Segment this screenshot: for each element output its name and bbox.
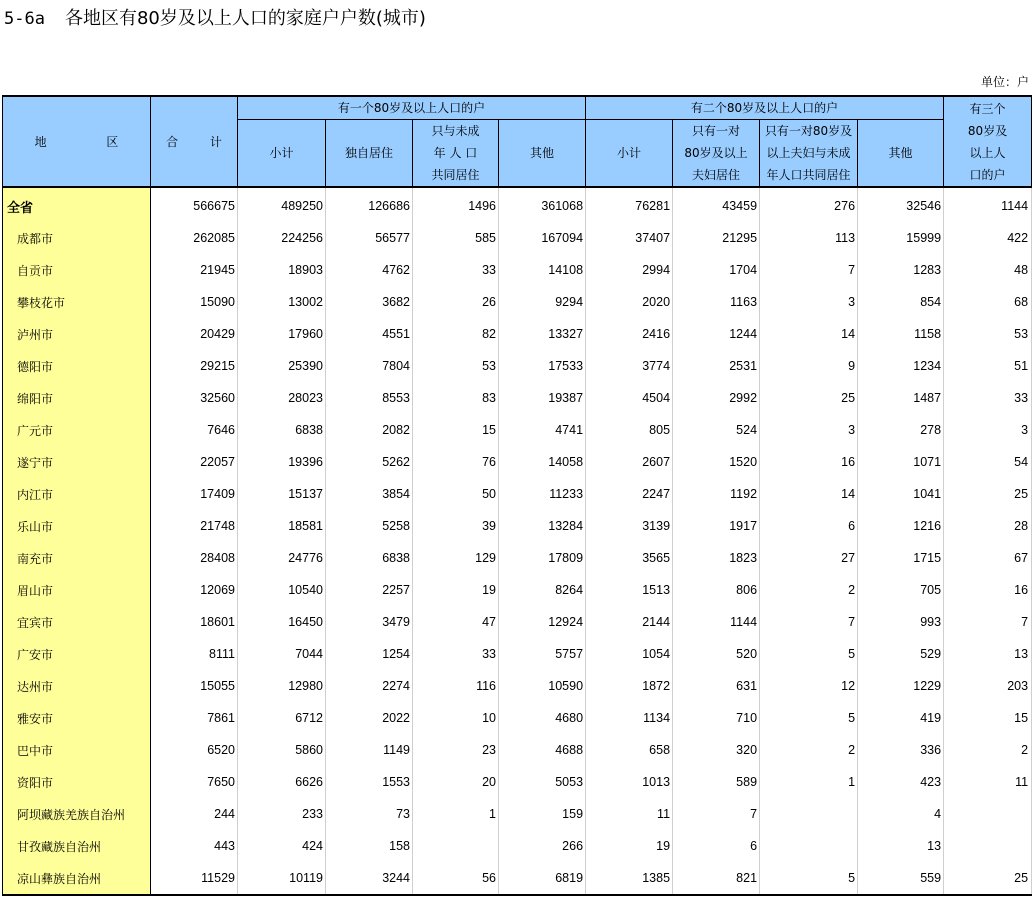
value-cell: 320: [673, 734, 760, 766]
region-name-cell: 雅安市: [3, 702, 151, 734]
region-name-cell: 德阳市: [3, 350, 151, 382]
value-cell: 2144: [586, 606, 673, 638]
value-cell: 18581: [238, 510, 326, 542]
table-row: [3, 318, 1032, 350]
header-line: 年 人 口: [433, 146, 478, 160]
table-row: [3, 830, 1032, 862]
value-cell: 1071: [858, 446, 944, 478]
value-cell: 68: [944, 286, 1032, 318]
region-name-cell: 成都市: [3, 222, 151, 254]
value-cell: 15137: [238, 478, 326, 510]
value-cell: 2: [760, 734, 858, 766]
value-cell: 2082: [326, 414, 413, 446]
value-cell: 3: [760, 286, 858, 318]
value-cell: 19: [586, 830, 673, 862]
value-cell: 25: [944, 478, 1032, 510]
value-cell: 5757: [499, 638, 586, 670]
value-cell: 4688: [499, 734, 586, 766]
value-cell: 489250: [238, 187, 326, 222]
value-cell: 13327: [499, 318, 586, 350]
value-cell: 22057: [151, 446, 238, 478]
value-cell: 224256: [238, 222, 326, 254]
value-cell: 7: [944, 606, 1032, 638]
region-name-cell: 乐山市: [3, 510, 151, 542]
value-cell: 589: [673, 766, 760, 798]
value-cell: 2022: [326, 702, 413, 734]
value-cell: 28408: [151, 542, 238, 574]
value-cell: 1520: [673, 446, 760, 478]
table-row: [3, 286, 1032, 318]
value-cell: 710: [673, 702, 760, 734]
header-g1-with-minor: [413, 120, 499, 188]
value-cell: 20429: [151, 318, 238, 350]
value-cell: 73: [326, 798, 413, 830]
value-cell: 53: [413, 350, 499, 382]
table-body: [3, 187, 1032, 895]
value-cell: [944, 798, 1032, 830]
value-cell: 520: [673, 638, 760, 670]
value-cell: 11233: [499, 478, 586, 510]
value-cell: 13: [944, 638, 1032, 670]
region-name-cell: 自贡市: [3, 254, 151, 286]
value-cell: 76: [413, 446, 499, 478]
value-cell: 28023: [238, 382, 326, 414]
value-cell: [413, 830, 499, 862]
value-cell: 67: [944, 542, 1032, 574]
value-cell: 1254: [326, 638, 413, 670]
value-cell: 25: [760, 382, 858, 414]
value-cell: 1149: [326, 734, 413, 766]
value-cell: 17409: [151, 478, 238, 510]
value-cell: 159: [499, 798, 586, 830]
value-cell: 806: [673, 574, 760, 606]
value-cell: 56: [413, 862, 499, 895]
table-header: [3, 96, 1032, 187]
value-cell: 6520: [151, 734, 238, 766]
value-cell: 13284: [499, 510, 586, 542]
table-row: [3, 187, 1032, 222]
value-cell: 1144: [944, 187, 1032, 222]
region-name-cell: 攀枝花市: [3, 286, 151, 318]
value-cell: 5258: [326, 510, 413, 542]
table-row: [3, 478, 1032, 510]
value-cell: 1144: [673, 606, 760, 638]
value-cell: 48: [944, 254, 1032, 286]
value-cell: 6626: [238, 766, 326, 798]
value-cell: 2274: [326, 670, 413, 702]
region-name-cell: 眉山市: [3, 574, 151, 606]
header-region: 地 区: [3, 96, 151, 187]
region-name-cell: 内江市: [3, 478, 151, 510]
table-row: [3, 446, 1032, 478]
header-group-three-line: 口的户: [969, 167, 1006, 182]
table-row: [3, 510, 1032, 542]
value-cell: 1496: [413, 187, 499, 222]
value-cell: 17533: [499, 350, 586, 382]
value-cell: 6: [760, 510, 858, 542]
value-cell: 9: [760, 350, 858, 382]
value-cell: 1487: [858, 382, 944, 414]
value-cell: 419: [858, 702, 944, 734]
value-cell: 7: [760, 606, 858, 638]
value-cell: 32546: [858, 187, 944, 222]
header-line: 年人口共同居住: [766, 168, 851, 182]
value-cell: 23: [413, 734, 499, 766]
value-cell: 424: [238, 830, 326, 862]
value-cell: 27: [760, 542, 858, 574]
value-cell: 4741: [499, 414, 586, 446]
value-cell: 631: [673, 670, 760, 702]
value-cell: 6838: [238, 414, 326, 446]
value-cell: 2: [944, 734, 1032, 766]
value-cell: 3479: [326, 606, 413, 638]
value-cell: 3139: [586, 510, 673, 542]
value-cell: 19387: [499, 382, 586, 414]
table-row: [3, 542, 1032, 574]
value-cell: 3565: [586, 542, 673, 574]
table-row: [3, 734, 1032, 766]
value-cell: 4551: [326, 318, 413, 350]
value-cell: 43459: [673, 187, 760, 222]
value-cell: 12924: [499, 606, 586, 638]
value-cell: 10540: [238, 574, 326, 606]
value-cell: 167094: [499, 222, 586, 254]
value-cell: 3774: [586, 350, 673, 382]
value-cell: 12069: [151, 574, 238, 606]
value-cell: 4504: [586, 382, 673, 414]
value-cell: 705: [858, 574, 944, 606]
value-cell: 443: [151, 830, 238, 862]
table-row: [3, 574, 1032, 606]
header-line: 夫妇居住: [692, 168, 741, 182]
value-cell: 6838: [326, 542, 413, 574]
header-line: 以上夫妇与未成: [766, 146, 851, 160]
value-cell: 1872: [586, 670, 673, 702]
value-cell: 203: [944, 670, 1032, 702]
unit-label: 单位：户: [980, 75, 1029, 89]
header-g2-other: 其他: [858, 120, 944, 188]
region-name-cell: 甘孜藏族自治州: [3, 830, 151, 862]
value-cell: 20: [413, 766, 499, 798]
value-cell: 16: [944, 574, 1032, 606]
value-cell: 12: [760, 670, 858, 702]
region-name-cell: 全省: [3, 187, 151, 222]
value-cell: 1704: [673, 254, 760, 286]
value-cell: 1917: [673, 510, 760, 542]
table-row: [3, 766, 1032, 798]
value-cell: 47: [413, 606, 499, 638]
value-cell: 7804: [326, 350, 413, 382]
value-cell: 18903: [238, 254, 326, 286]
header-group-three-line: 以上人: [969, 145, 1006, 160]
value-cell: 14: [760, 318, 858, 350]
value-cell: 32560: [151, 382, 238, 414]
value-cell: 585: [413, 222, 499, 254]
region-name-cell: 阿坝藏族羌族自治州: [3, 798, 151, 830]
region-name-cell: 泸州市: [3, 318, 151, 350]
value-cell: 15: [944, 702, 1032, 734]
value-cell: 10590: [499, 670, 586, 702]
table-row: [3, 254, 1032, 286]
value-cell: 6: [673, 830, 760, 862]
value-cell: 13002: [238, 286, 326, 318]
header-total: 合 计: [151, 96, 238, 187]
header-g1-subtotal: 小计: [238, 120, 326, 188]
value-cell: 13: [858, 830, 944, 862]
value-cell: 53: [944, 318, 1032, 350]
value-cell: 266: [499, 830, 586, 862]
value-cell: 1715: [858, 542, 944, 574]
value-cell: 14058: [499, 446, 586, 478]
value-cell: 158: [326, 830, 413, 862]
value-cell: 7650: [151, 766, 238, 798]
header-g1-alone: 独自居住: [326, 120, 413, 188]
value-cell: 10: [413, 702, 499, 734]
value-cell: 1: [413, 798, 499, 830]
value-cell: 33: [944, 382, 1032, 414]
table-row: [3, 222, 1032, 254]
value-cell: 1553: [326, 766, 413, 798]
value-cell: 1385: [586, 862, 673, 895]
value-cell: 8553: [326, 382, 413, 414]
table-row: [3, 606, 1032, 638]
header-g2-couple: [673, 120, 760, 188]
value-cell: 821: [673, 862, 760, 895]
value-cell: 19: [413, 574, 499, 606]
value-cell: 233: [238, 798, 326, 830]
value-cell: 28: [944, 510, 1032, 542]
value-cell: 276: [760, 187, 858, 222]
table-row: [3, 414, 1032, 446]
value-cell: 113: [760, 222, 858, 254]
region-name-cell: 达州市: [3, 670, 151, 702]
value-cell: 5: [760, 862, 858, 895]
header-group-two: 有二个80岁及以上人口的户: [586, 96, 944, 120]
value-cell: 7: [760, 254, 858, 286]
value-cell: 1244: [673, 318, 760, 350]
value-cell: 2416: [586, 318, 673, 350]
value-cell: 1013: [586, 766, 673, 798]
value-cell: 9294: [499, 286, 586, 318]
value-cell: 37407: [586, 222, 673, 254]
header-line: 只有一对80岁及: [764, 124, 853, 138]
value-cell: 18601: [151, 606, 238, 638]
value-cell: 82: [413, 318, 499, 350]
value-cell: 2: [760, 574, 858, 606]
region-name-cell: 凉山彝族自治州: [3, 862, 151, 895]
value-cell: 278: [858, 414, 944, 446]
value-cell: 2531: [673, 350, 760, 382]
value-cell: 3244: [326, 862, 413, 895]
value-cell: 658: [586, 734, 673, 766]
value-cell: [760, 830, 858, 862]
value-cell: 29215: [151, 350, 238, 382]
value-cell: 244: [151, 798, 238, 830]
table-row: [3, 350, 1032, 382]
value-cell: 126686: [326, 187, 413, 222]
value-cell: 5262: [326, 446, 413, 478]
value-cell: 336: [858, 734, 944, 766]
value-cell: 83: [413, 382, 499, 414]
value-cell: 361068: [499, 187, 586, 222]
value-cell: 1229: [858, 670, 944, 702]
value-cell: 17960: [238, 318, 326, 350]
value-cell: [944, 830, 1032, 862]
header-line: 只与未成: [431, 124, 480, 138]
region-name-cell: 绵阳市: [3, 382, 151, 414]
value-cell: 15055: [151, 670, 238, 702]
value-cell: 39: [413, 510, 499, 542]
value-cell: 1192: [673, 478, 760, 510]
value-cell: 7646: [151, 414, 238, 446]
value-cell: 50: [413, 478, 499, 510]
value-cell: 4680: [499, 702, 586, 734]
value-cell: 423: [858, 766, 944, 798]
header-g2-subtotal: 小计: [586, 120, 673, 188]
value-cell: 25390: [238, 350, 326, 382]
value-cell: 1823: [673, 542, 760, 574]
value-cell: 2994: [586, 254, 673, 286]
value-cell: 1216: [858, 510, 944, 542]
value-cell: 25: [944, 862, 1032, 895]
header-group-three: [944, 96, 1032, 187]
region-name-cell: 遂宁市: [3, 446, 151, 478]
value-cell: 1513: [586, 574, 673, 606]
value-cell: 262085: [151, 222, 238, 254]
data-table: [2, 95, 1032, 896]
region-name-cell: 广元市: [3, 414, 151, 446]
table-row: [3, 702, 1032, 734]
value-cell: 17809: [499, 542, 586, 574]
value-cell: 3: [760, 414, 858, 446]
header-line: 共同居住: [431, 168, 480, 182]
value-cell: 7: [673, 798, 760, 830]
value-cell: 116: [413, 670, 499, 702]
table-row: [3, 670, 1032, 702]
value-cell: 2992: [673, 382, 760, 414]
value-cell: 1041: [858, 478, 944, 510]
value-cell: 3854: [326, 478, 413, 510]
value-cell: 529: [858, 638, 944, 670]
region-name-cell: 资阳市: [3, 766, 151, 798]
value-cell: 16: [760, 446, 858, 478]
header-g2-couple-minor: [760, 120, 858, 188]
value-cell: 33: [413, 638, 499, 670]
region-name-cell: 南充市: [3, 542, 151, 574]
header-group-one: 有一个80岁及以上人口的户: [238, 96, 586, 120]
value-cell: 26: [413, 286, 499, 318]
value-cell: 24776: [238, 542, 326, 574]
value-cell: 11: [586, 798, 673, 830]
value-cell: 524: [673, 414, 760, 446]
value-cell: 805: [586, 414, 673, 446]
value-cell: 2257: [326, 574, 413, 606]
value-cell: 6819: [499, 862, 586, 895]
value-cell: 16450: [238, 606, 326, 638]
header-line: 只有一对: [692, 124, 741, 138]
value-cell: 7044: [238, 638, 326, 670]
value-cell: 993: [858, 606, 944, 638]
value-cell: 8264: [499, 574, 586, 606]
header-group-three-line: 80岁及: [967, 123, 1008, 138]
value-cell: 8111: [151, 638, 238, 670]
value-cell: 1: [760, 766, 858, 798]
header-line: 80岁及以上: [684, 146, 748, 160]
value-cell: 14: [760, 478, 858, 510]
value-cell: 11529: [151, 862, 238, 895]
table-title: 各地区有80岁及以上人口的家庭户户数(城市): [64, 8, 426, 29]
value-cell: 1134: [586, 702, 673, 734]
value-cell: 2020: [586, 286, 673, 318]
page-title: [4, 4, 426, 30]
value-cell: 21945: [151, 254, 238, 286]
value-cell: 19396: [238, 446, 326, 478]
value-cell: 7861: [151, 702, 238, 734]
value-cell: 1234: [858, 350, 944, 382]
value-cell: 4762: [326, 254, 413, 286]
value-cell: 5: [760, 638, 858, 670]
value-cell: 422: [944, 222, 1032, 254]
value-cell: 1158: [858, 318, 944, 350]
value-cell: 12980: [238, 670, 326, 702]
value-cell: 6712: [238, 702, 326, 734]
table-row: [3, 382, 1032, 414]
value-cell: 129: [413, 542, 499, 574]
value-cell: [760, 798, 858, 830]
value-cell: 5860: [238, 734, 326, 766]
value-cell: 5053: [499, 766, 586, 798]
header-g1-other: 其他: [499, 120, 586, 188]
value-cell: 566675: [151, 187, 238, 222]
value-cell: 1283: [858, 254, 944, 286]
value-cell: 76281: [586, 187, 673, 222]
region-name-cell: 巴中市: [3, 734, 151, 766]
value-cell: 15: [413, 414, 499, 446]
value-cell: 1163: [673, 286, 760, 318]
value-cell: 2607: [586, 446, 673, 478]
value-cell: 4: [858, 798, 944, 830]
value-cell: 51: [944, 350, 1032, 382]
region-name-cell: 广安市: [3, 638, 151, 670]
value-cell: 5: [760, 702, 858, 734]
value-cell: 21748: [151, 510, 238, 542]
table-row: [3, 638, 1032, 670]
value-cell: 56577: [326, 222, 413, 254]
value-cell: 54: [944, 446, 1032, 478]
table-row: [3, 862, 1032, 895]
region-name-cell: 宜宾市: [3, 606, 151, 638]
value-cell: 10119: [238, 862, 326, 895]
value-cell: 2247: [586, 478, 673, 510]
value-cell: 15090: [151, 286, 238, 318]
value-cell: 3682: [326, 286, 413, 318]
table-row: [3, 798, 1032, 830]
header-group-three-line: 有三个: [969, 101, 1006, 116]
value-cell: 1054: [586, 638, 673, 670]
value-cell: 3: [944, 414, 1032, 446]
value-cell: 854: [858, 286, 944, 318]
value-cell: 21295: [673, 222, 760, 254]
value-cell: 14108: [499, 254, 586, 286]
value-cell: 33: [413, 254, 499, 286]
value-cell: 15999: [858, 222, 944, 254]
table-code: 5-6a: [4, 9, 45, 29]
value-cell: 559: [858, 862, 944, 895]
value-cell: 11: [944, 766, 1032, 798]
